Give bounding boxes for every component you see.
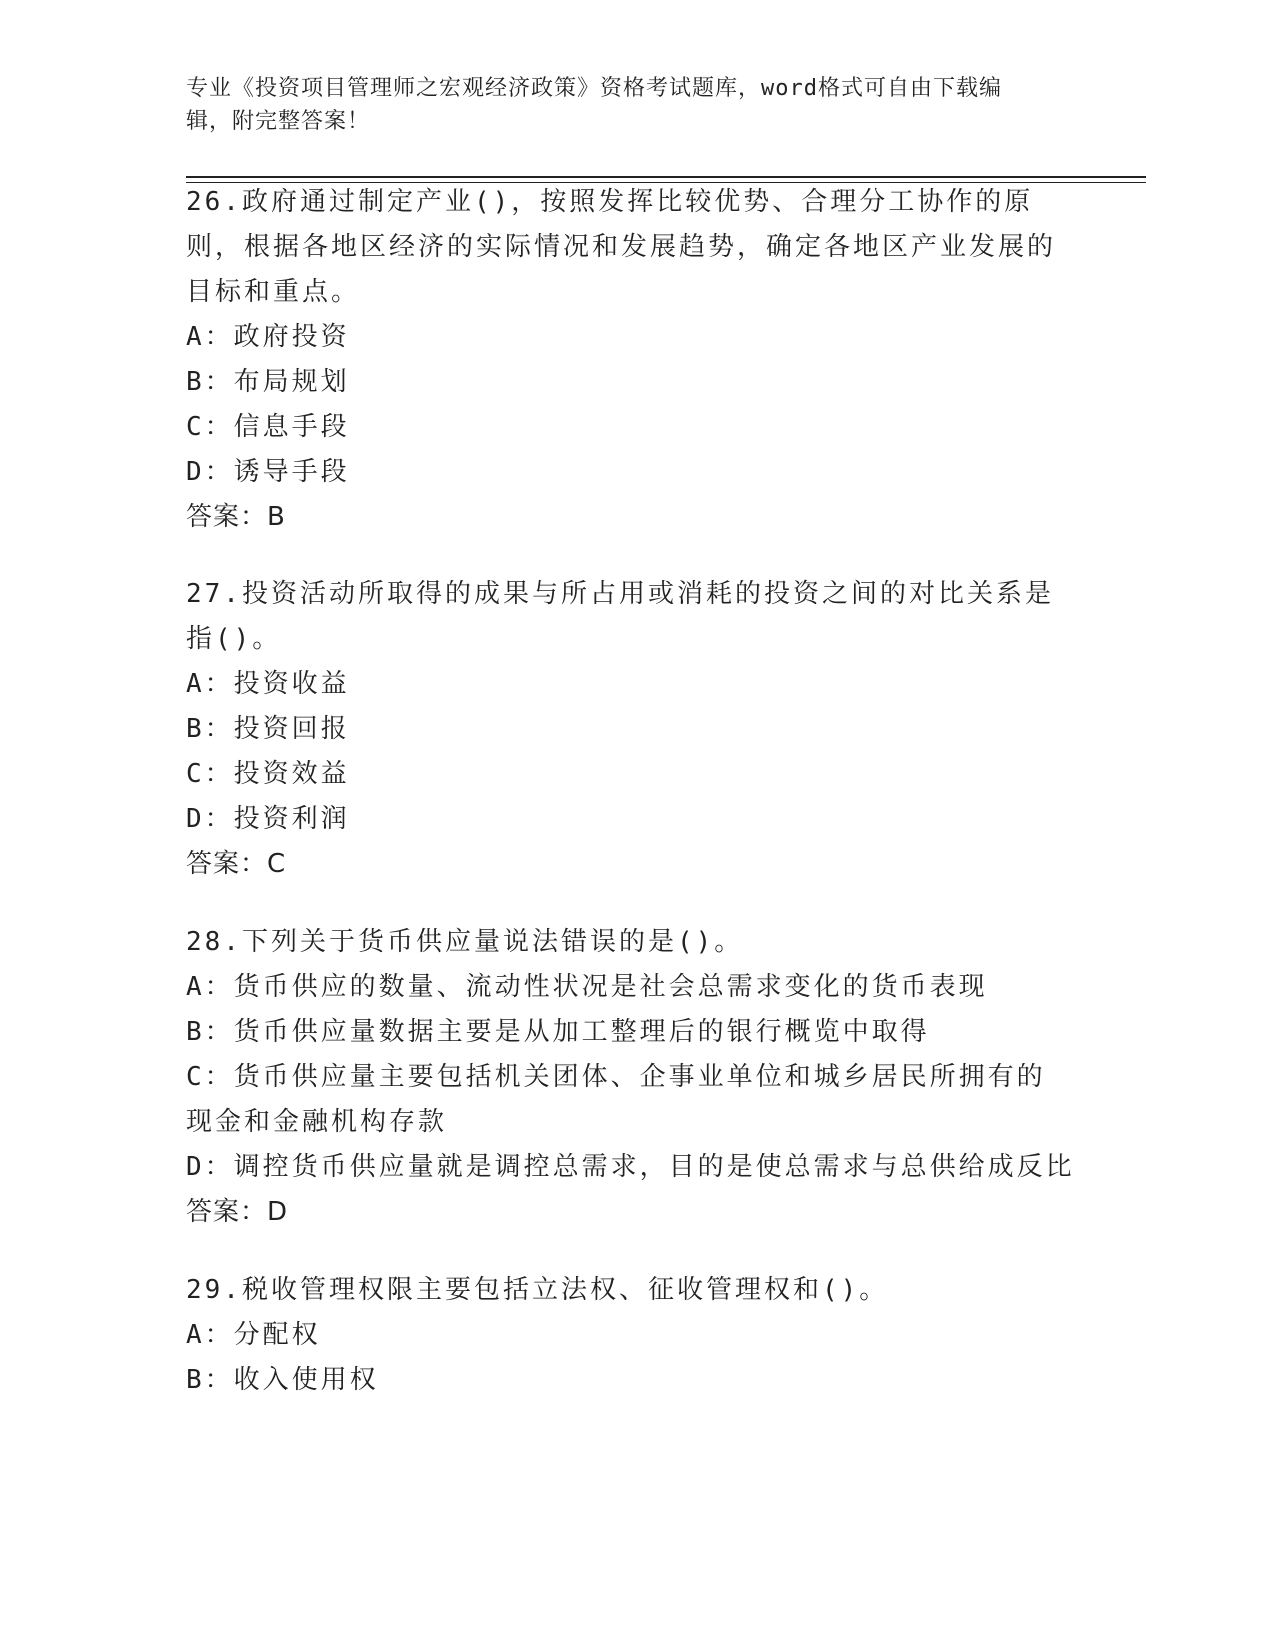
option-a: A：分配权	[186, 1320, 321, 1350]
question-stem: 27.投资活动所取得的成果与所占用或消耗的投资之间的对比关系是指()。	[186, 579, 1054, 654]
answer: 答案：C	[186, 849, 287, 879]
option-d: D：调控货币供应量就是调控总需求，目的是使总需求与总供给成反比	[186, 1152, 1075, 1182]
option-a: A：货币供应的数量、流动性状况是社会总需求变化的货币表现	[186, 972, 988, 1002]
option-b: B：布局规划	[186, 367, 350, 397]
question-26	[186, 180, 1086, 540]
option-b: B：投资回报	[186, 714, 350, 744]
option-d: D：投资利润	[186, 804, 350, 834]
question-stem: 28.下列关于货币供应量说法错误的是()。	[186, 927, 744, 957]
answer: 答案：B	[186, 502, 286, 532]
question-stem: 29.税收管理权限主要包括立法权、征收管理权和()。	[186, 1275, 889, 1305]
header-line-2: 辑，附完整答案！	[186, 109, 371, 134]
option-b: B：货币供应量数据主要是从加工整理后的银行概览中取得	[186, 1017, 930, 1047]
option-b: B：收入使用权	[186, 1365, 379, 1395]
question-28	[186, 920, 1086, 1235]
question-29	[186, 1268, 1086, 1403]
option-a: A：投资收益	[186, 669, 350, 699]
question-stem: 26.政府通过制定产业()，按照发挥比较优势、合理分工协作的原则，根据各地区经济的实际情况和发展趋势，确定各地区产业发展的目标和重点。	[186, 187, 1057, 307]
option-a: A：政府投资	[186, 322, 350, 352]
question-27	[186, 572, 1086, 887]
answer: 答案：D	[186, 1197, 289, 1227]
option-c: C：信息手段	[186, 412, 350, 442]
option-c: C：货币供应量主要包括机关团体、企事业单位和城乡居民所拥有的现金和金融机构存款	[186, 1062, 1046, 1137]
option-c: C：投资效益	[186, 759, 350, 789]
header-line-1: 专业《投资项目管理师之宏观经济政策》资格考试题库，word格式可自由下载编	[186, 76, 1002, 101]
document-header	[186, 72, 1066, 138]
option-d: D：诱导手段	[186, 457, 350, 487]
header-divider-thick	[186, 176, 1146, 178]
